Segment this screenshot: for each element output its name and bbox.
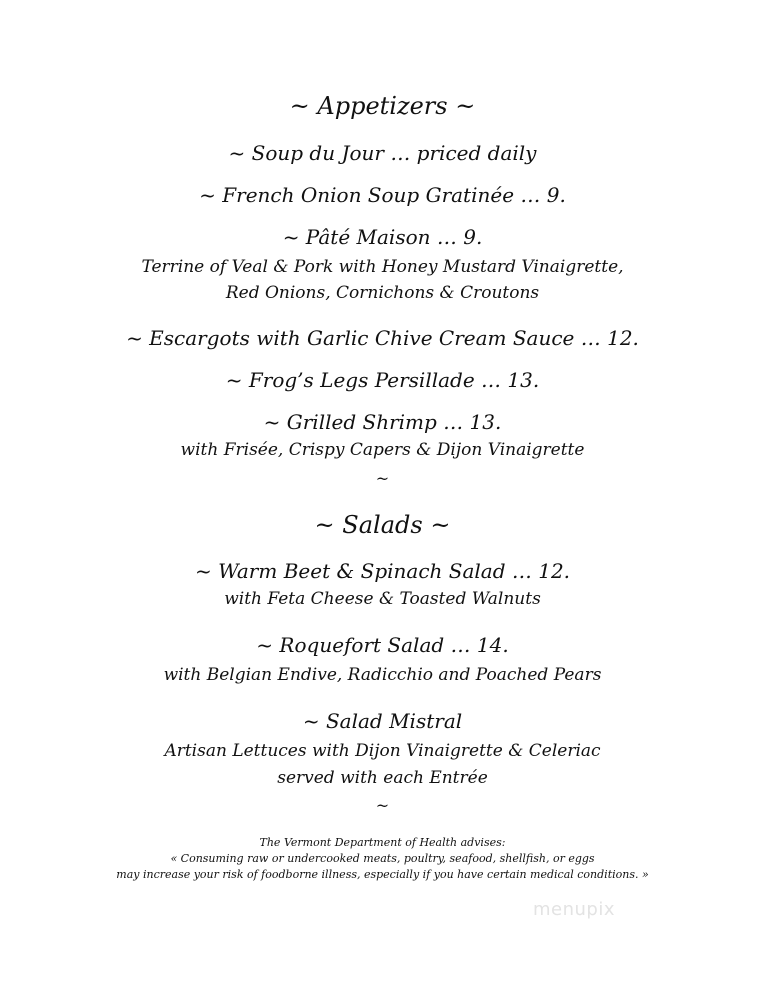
- section-divider: ~: [375, 469, 390, 488]
- menu-item-description: Artisan Lettuces with Dijon Vinaigrette & Celeriac: [164, 741, 601, 761]
- watermark-logo: menupix: [533, 899, 616, 920]
- menu-item-pate-maison: ~ Pâté Maison … 9.: [282, 225, 483, 249]
- menu-item-roquefort-salad: ~ Roquefort Salad … 14.: [256, 633, 509, 657]
- menu-item-description: with Belgian Endive, Radicchio and Poached Pears: [163, 665, 602, 685]
- menu-item-french-onion-soup: ~ French Onion Soup Gratinée … 9.: [199, 183, 566, 207]
- menu-item-description: Red Onions, Cornichons & Croutons: [225, 283, 540, 303]
- health-notice-text: may increase your risk of foodborne illness, especially if you have certain medical conditions. »: [116, 868, 649, 881]
- health-notice-heading: The Vermont Department of Health advises:: [259, 836, 506, 849]
- menu-item-grilled-shrimp: ~ Grilled Shrimp … 13.: [263, 410, 502, 434]
- menu-item-frogs-legs: ~ Frog’s Legs Persillade … 13.: [225, 368, 540, 392]
- section-divider: ~: [375, 796, 390, 815]
- health-notice-text: « Consuming raw or undercooked meats, poultry, seafood, shellfish, or eggs: [170, 852, 595, 865]
- appetizers-heading: ~ Appetizers ~: [289, 92, 476, 120]
- menu-item-warm-beet-salad: ~ Warm Beet & Spinach Salad … 12.: [194, 559, 571, 583]
- menu-item-description: Terrine of Veal & Pork with Honey Mustard Vinaigrette,: [141, 257, 624, 277]
- menu-item-soup-du-jour: ~ Soup du Jour … priced daily: [228, 141, 537, 165]
- menu-item-salad-mistral: ~ Salad Mistral: [302, 709, 463, 733]
- menu-item-description: with Feta Cheese & Toasted Walnuts: [224, 589, 541, 609]
- salads-heading: ~ Salads ~: [314, 511, 451, 539]
- menu-item-escargots: ~ Escargots with Garlic Chive Cream Sauce … 12.: [126, 326, 639, 350]
- menu-item-description: with Frisée, Crispy Capers & Dijon Vinaigrette: [180, 440, 585, 460]
- menu-item-description: served with each Entrée: [277, 768, 488, 788]
